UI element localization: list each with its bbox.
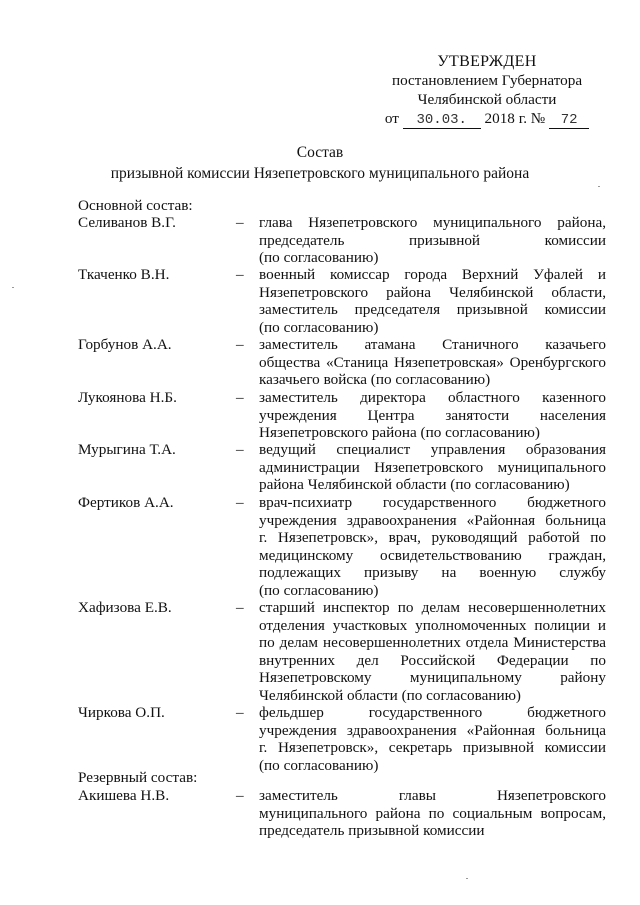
description-line: заместитель главы Нязепетровского	[259, 787, 606, 804]
member-description	[259, 441, 606, 494]
description-line: медицинскому освидетельствованию граждан,	[259, 546, 606, 564]
member-name: Ткаченко В.Н.	[78, 266, 170, 283]
member-description	[259, 266, 606, 336]
member-description	[259, 787, 606, 840]
description-line: заместитель атамана Станичного казачьего	[259, 336, 606, 353]
member-description	[259, 336, 606, 389]
description-line: глава Нязепетровского муниципального района,	[259, 214, 606, 231]
title-line-1: Состав	[296, 144, 344, 161]
member-dash: –	[236, 494, 244, 511]
member-description	[259, 214, 606, 267]
description-line: учреждения здравоохранения «Районная больница	[259, 721, 606, 739]
member-name: Лукоянова Н.Б.	[78, 389, 177, 406]
description-line: г. Нязепетровск», врач, руководящий работой по	[259, 529, 606, 547]
description-line: (по согласованию)	[259, 756, 379, 774]
approval-line-2: Челябинской области	[417, 91, 557, 108]
description-line: учреждения здравоохранения «Районная больница	[259, 511, 606, 529]
member-name: Хафизова Е.В.	[78, 599, 172, 616]
member-description	[259, 599, 606, 705]
scan-speck	[466, 878, 468, 879]
description-line: общества «Станица Нязепетровская» Оренбургского	[259, 353, 606, 371]
number-value: 72	[549, 112, 589, 129]
description-line: Челябинской области (по согласованию)	[259, 686, 521, 704]
member-name: Акишева Н.В.	[78, 787, 170, 804]
description-line: муниципального района по социальным вопросам,	[259, 804, 606, 822]
member-description	[259, 389, 606, 442]
approval-line-1: постановлением Губернатора	[391, 72, 583, 89]
date-value: 30.03.	[403, 112, 481, 129]
description-line: внутренних дел Российской Федерации по	[259, 651, 606, 669]
description-line: военный комиссар города Верхний Уфалей и	[259, 266, 606, 283]
member-dash: –	[236, 214, 244, 231]
member-dash: –	[236, 704, 244, 721]
description-line: подлежащих призыву на военную службу	[259, 564, 606, 582]
member-name: Мурыгина Т.А.	[78, 441, 176, 458]
member-dash: –	[236, 389, 244, 406]
member-name: Селиванов В.Г.	[78, 214, 176, 231]
description-line: Нязепетровскому муниципальному району	[259, 669, 606, 687]
description-line: отделения участковых уполномоченных полиции и	[259, 616, 606, 634]
description-line: (по согласованию)	[259, 581, 379, 599]
description-line: фельдшер государственного бюджетного	[259, 704, 606, 721]
description-line: заместитель директора областного казенного	[259, 389, 606, 406]
member-dash: –	[236, 441, 244, 458]
description-line: района Челябинской области (по согласованию)	[259, 476, 570, 494]
title-line-2: призывной комиссии Нязепетровского муниципального района	[110, 165, 530, 182]
member-description	[259, 704, 606, 774]
description-line: администрации Нязепетровского муниципального	[259, 458, 606, 476]
description-line: старший инспектор по делам несовершеннолетних	[259, 599, 606, 616]
main-section-label: Основной состав:	[78, 197, 193, 214]
member-name: Фертиков А.А.	[78, 494, 174, 511]
description-line: председатель призывной комиссии	[259, 822, 485, 840]
description-line: (по согласованию)	[259, 318, 379, 336]
member-dash: –	[236, 599, 244, 616]
description-line: заместитель председателя призывной комиссии	[259, 301, 606, 319]
member-dash: –	[236, 266, 244, 283]
scan-speck	[12, 287, 14, 288]
member-dash: –	[236, 336, 244, 353]
date-prefix: от	[384, 110, 399, 127]
approval-block	[372, 52, 602, 129]
member-name: Чиркова О.П.	[78, 704, 165, 721]
document-title	[0, 142, 640, 184]
scan-speck	[598, 186, 600, 187]
description-line: врач-психиатр государственного бюджетного	[259, 494, 606, 511]
approval-heading: УТВЕРЖДЕН	[437, 53, 537, 70]
member-description	[259, 494, 606, 600]
description-line: председатель призывной комиссии	[259, 231, 606, 249]
description-line: учреждения Центра занятости населения	[259, 406, 606, 424]
description-line: (по согласованию)	[259, 249, 379, 267]
member-dash: –	[236, 787, 244, 804]
description-line: г. Нязепетровск», секретарь призывной комиссии	[259, 739, 606, 757]
year-text: 2018 г. №	[484, 110, 546, 127]
description-line: казачьего войска (по согласованию)	[259, 371, 491, 389]
reserve-section-label: Резервный состав:	[78, 769, 198, 786]
description-line: по делам несовершеннолетних отдела Министерства	[259, 634, 606, 652]
description-line: Нязепетровского района Челябинской области,	[259, 283, 606, 301]
member-name: Горбунов А.А.	[78, 336, 172, 353]
description-line: ведущий специалист управления образования	[259, 441, 606, 458]
approval-date-line	[372, 109, 602, 129]
description-line: Нязепетровского района (по согласованию)	[259, 424, 540, 442]
